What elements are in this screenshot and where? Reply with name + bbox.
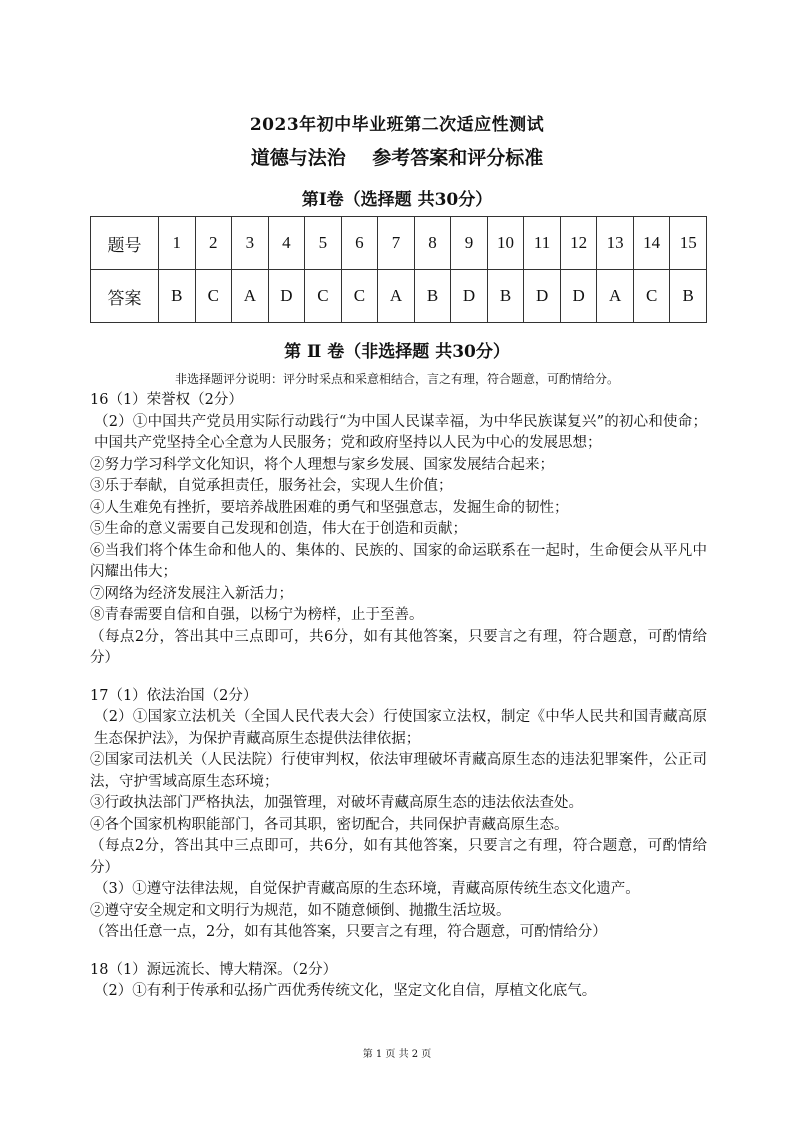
q17-scoring: （每点2分，答出其中三点即可，共6分，如有其他答案，只要言之有理，符合题意，可酌情给分） — [90, 838, 707, 876]
question-number: 1 — [159, 217, 196, 270]
answer-cell: C — [195, 270, 232, 323]
q17-part3-point2: ②遵守安全规定和文明行为规范，如不随意倾倒、抛撒生活垃圾。 — [90, 902, 511, 919]
q17-point3: ③行政执法部门严格执法，加强管理，对破坏青藏高原生态的违法依法查处。 — [90, 795, 583, 811]
answer-cell: B — [159, 270, 196, 323]
exam-title: 2023年初中毕业班第二次适应性测试 — [249, 115, 545, 135]
q16-point7: ⑦网络为经济发展注入新活力； — [90, 585, 293, 602]
question-number: 7 — [378, 217, 415, 270]
q18-part2-point1: （2）①有利于传承和弘扬广西优秀传统文化，坚定文化自信，厚植文化底气。 — [94, 983, 597, 999]
answer-table — [90, 216, 707, 323]
question-number: 2 — [195, 217, 232, 270]
page-footer: 第 1 页 共 2 页 — [362, 1049, 432, 1060]
question-number: 9 — [451, 217, 488, 270]
answer-cell: C — [341, 270, 378, 323]
q17-part3-scoring: （答出任意一点，2分，如有其他答案，只要言之有理，符合题意，可酌情给分） — [90, 924, 607, 940]
q16-point3: ③乐于奉献，自觉承担责任，服务社会，实现人生价值； — [90, 478, 453, 494]
row-label-number: 题号 — [91, 217, 159, 270]
exam-subtitle: 道德与法治 参考答案和评分标准 — [250, 147, 544, 169]
answer-cell: A — [378, 270, 415, 323]
answer-cell: B — [487, 270, 524, 323]
answer-cell: A — [232, 270, 269, 323]
q16-point5: ⑤生命的意义需要自己发现和创造，伟大在于创造和贡献； — [90, 521, 467, 537]
q16-scoring: （每点2分，答出其中三点即可，共6分，如有其他答案，只要言之有理，符合题意，可酌情给分） — [90, 628, 707, 666]
question-number: 12 — [560, 217, 597, 270]
answer-cell: C — [633, 270, 670, 323]
q16-point4: ④人生难免有挫折，要培养战胜困难的勇气和坚强意志，发掘生命的韧性； — [90, 499, 569, 516]
row-label-answer: 答案 — [91, 270, 159, 323]
q16-part1: 16（1）荣誉权（2分） — [90, 392, 243, 408]
question-number: 4 — [268, 217, 305, 270]
q16-point8: ⑧青春需要自信和自强，以杨宁为榜样，止于至善。 — [90, 607, 424, 623]
answer-row — [91, 270, 707, 323]
answer-cell: D — [451, 270, 488, 323]
question-number: 10 — [487, 217, 524, 270]
q17-point2: ②国家司法机关（人民法院）行使审判权，依法审理破坏青藏高原生态的违法犯罪案件，公正司法，守护雪域高原生态环境； — [90, 752, 707, 790]
answer-cell: B — [670, 270, 707, 323]
answer-cell: D — [524, 270, 561, 323]
q16-point6: ⑥当我们将个体生命和他人的、集体的、民族的、国家的命运联系在一起时，生命便会从平凡中闪耀出伟大； — [90, 542, 707, 580]
question-number: 15 — [670, 217, 707, 270]
q18-part1: 18（1）源远流长、博大精深。（2分） — [90, 961, 338, 978]
q17-part3-point1: （3）①遵守法律法规，自觉保护青藏高原的生态环境，青藏高原传统生态文化遗产。 — [94, 881, 640, 897]
q16-part2-point1: （2）①中国共产党员用实际行动践行“为中国人民谋幸福，为中华民族谋复兴”的初心和使命；中国共产党坚持全心全意为人民服务；党和政府坚持以人民为中心的发展思想； — [94, 413, 707, 451]
answer-cell: D — [560, 270, 597, 323]
q17-part2-point1: （2）①国家立法机关（全国人民代表大会）行使国家立法权，制定《中华人民共和国青藏高原生态保护法》，为保护青藏高原生态提供法律依据； — [94, 709, 707, 747]
answer-cell: C — [305, 270, 342, 323]
question-number: 13 — [597, 217, 634, 270]
question-number: 11 — [524, 217, 561, 270]
question-number: 8 — [414, 217, 451, 270]
question-number: 5 — [305, 217, 342, 270]
question-number: 3 — [232, 217, 269, 270]
answer-cell: B — [414, 270, 451, 323]
answer-cell: D — [268, 270, 305, 323]
question-number-row — [91, 217, 707, 270]
q16-point2: ②努力学习科学文化知识，将个人理想与家乡发展、国家发展结合起来； — [90, 456, 554, 473]
part2-heading: 第 Ⅱ 卷（非选择题 共30分） — [284, 342, 510, 362]
answer-cell: A — [597, 270, 634, 323]
answer-body — [90, 390, 707, 1003]
q17-point4: ④各个国家机构职能部门，各司其职，密切配合，共同保护青藏高原生态。 — [90, 816, 569, 833]
question-number: 14 — [633, 217, 670, 270]
q17-part1: 17（1）依法治国（2分） — [90, 687, 258, 704]
question-number: 6 — [341, 217, 378, 270]
part1-heading: 第Ⅰ卷（选择题 共30分） — [301, 190, 493, 210]
scoring-note: 非选择题评分说明：评分时采点和采意相结合，言之有理，符合题意，可酌情给分。 — [174, 372, 619, 386]
